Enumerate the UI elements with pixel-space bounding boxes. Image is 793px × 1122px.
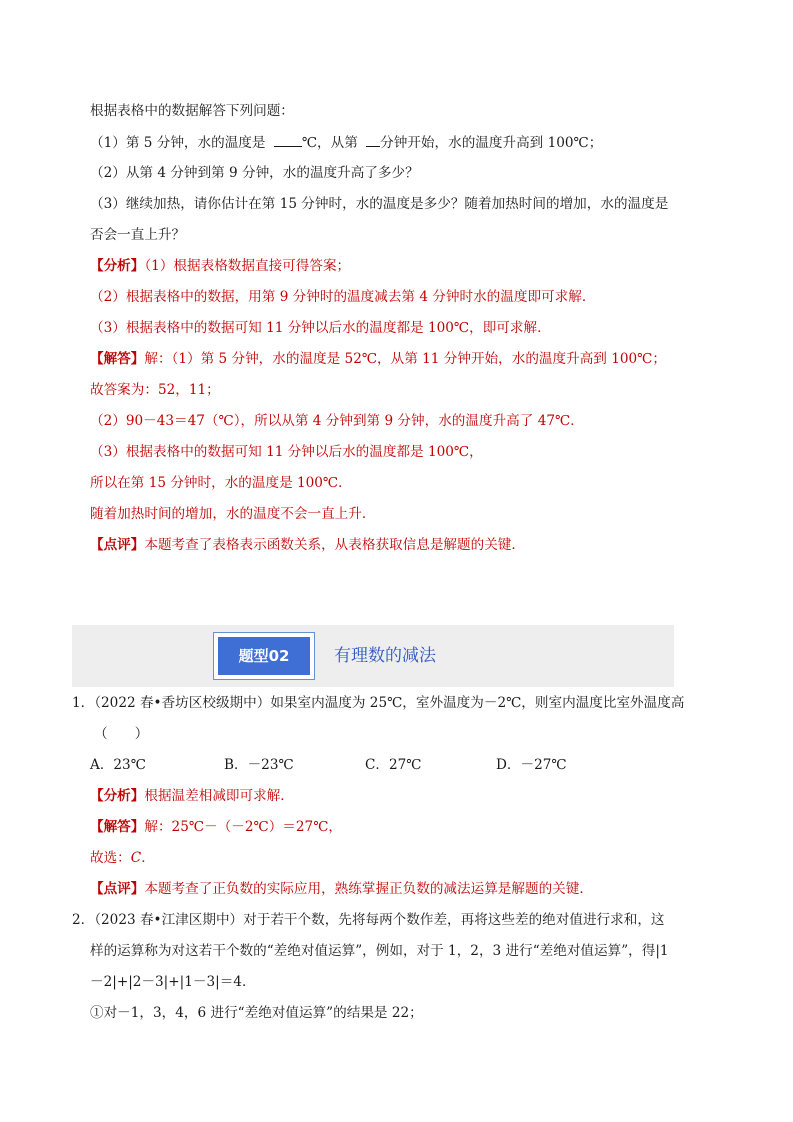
answer-line-1 — [90, 349, 666, 369]
p1-answer-tag: 【解答】 — [90, 819, 145, 835]
problem-1-answer — [90, 817, 342, 837]
q1-text-after: 分钟开始，水的温度升高到 100℃； — [380, 135, 603, 151]
problem-1-line-2: （ ） — [94, 726, 149, 742]
comment-tag: 【点评】 — [90, 537, 145, 553]
problem-2-line-4: ①对－1，3，4，6 进行“差绝对值运算”的结果是 22； — [90, 1005, 423, 1021]
analysis-tag: 【分析】 — [90, 258, 145, 274]
comment-text: 本题考查了表格表示函数关系，从表格获取信息是解题的关键． — [144, 537, 525, 553]
analysis-line-2: （2）根据表格中的数据，用第 9 分钟时的温度减去第 4 分钟时水的温度即可求解． — [90, 289, 596, 305]
p1-choice-value: C — [130, 850, 142, 866]
analysis-line-1 — [90, 256, 350, 276]
choice-c: C．27℃ — [365, 757, 422, 773]
problem-1-choice — [90, 848, 155, 868]
choice-d: D．－27℃ — [496, 757, 567, 773]
answer-line-3a: （3）根据表格中的数据可知 11 分钟以后水的温度都是 100℃， — [90, 444, 483, 460]
answer-text-1: 解：（1）第 5 分钟，水的温度是 52℃，从第 11 分钟开始，水的温度升高到 100℃； — [144, 351, 666, 367]
p1-comment-tag: 【点评】 — [90, 881, 145, 897]
answer-line-1b: 故答案为：52，11； — [90, 382, 220, 398]
q1-text-mid: ℃，从第 — [301, 135, 358, 151]
p1-analysis-tag: 【分析】 — [90, 788, 145, 804]
problem-1-analysis — [90, 786, 294, 806]
problem-1-line-1: 1．（2022 春•香坊区校级期中）如果室内温度为 25℃，室外温度为－2℃，则室内温度比室外温度高 — [72, 695, 685, 711]
comment-line — [90, 535, 525, 555]
section-title: 有理数的减法 — [334, 646, 436, 666]
answer-blank-1 — [274, 132, 302, 147]
p1-choice-label: 故选： — [90, 850, 131, 866]
p1-choice-end: ． — [141, 850, 155, 866]
p1-analysis-text: 根据温差相减即可求解． — [144, 788, 294, 804]
problem-2-line-2: 样的运算称为对这若干个数的“差绝对值运算”，例如，对于 1，2，3 进行“差绝对值运算”，得|1 — [90, 943, 669, 959]
answer-line-3c: 随着加热时间的增加，水的温度不会一直上升． — [90, 506, 376, 522]
answer-line-2: （2）90－43＝47（℃），所以从第 4 分钟到第 9 分钟，水的温度升高了 47℃． — [90, 413, 584, 429]
analysis-text-1: （1）根据表格数据直接可得答案； — [144, 258, 351, 274]
p1-answer-text: 解：25℃－（－2℃）＝27℃， — [144, 819, 342, 835]
q1-text-before: （1）第 5 分钟，水的温度是 — [90, 135, 266, 151]
question-2: （2）从第 4 分钟到第 9 分钟，水的温度升高了多少？ — [90, 165, 419, 181]
question-1 — [90, 132, 602, 153]
question-3-line-2: 否会一直上升？ — [90, 227, 186, 243]
intro-text: 根据表格中的数据解答下列问题： — [90, 103, 294, 119]
problem-2-line-1: 2．（2023 春•江津区期中）对于若干个数，先将每两个数作差，再将这些差的绝对值进行求和，这 — [72, 912, 665, 928]
answer-blank-2 — [366, 132, 380, 147]
problem-2-line-3: －2|+|2－3|+|1－3|＝4． — [90, 974, 256, 990]
section-badge: 题型02 — [218, 637, 310, 675]
choice-b: B．－23℃ — [224, 757, 294, 773]
analysis-line-3: （3）根据表格中的数据可知 11 分钟以后水的温度都是 100℃，即可求解． — [90, 320, 551, 336]
answer-tag: 【解答】 — [90, 351, 145, 367]
p1-comment-text: 本题考查了正负数的实际应用，熟练掌握正负数的减法运算是解题的关键． — [144, 881, 593, 897]
question-3-line-1: （3）继续加热，请你估计在第 15 分钟时，水的温度是多少？随着加热时间的增加，水的温度是 — [90, 196, 669, 212]
choice-a: A．23℃ — [90, 757, 146, 773]
problem-1-comment — [90, 879, 593, 899]
answer-line-3b: 所以在第 15 分钟时，水的温度是 100℃． — [90, 475, 352, 491]
